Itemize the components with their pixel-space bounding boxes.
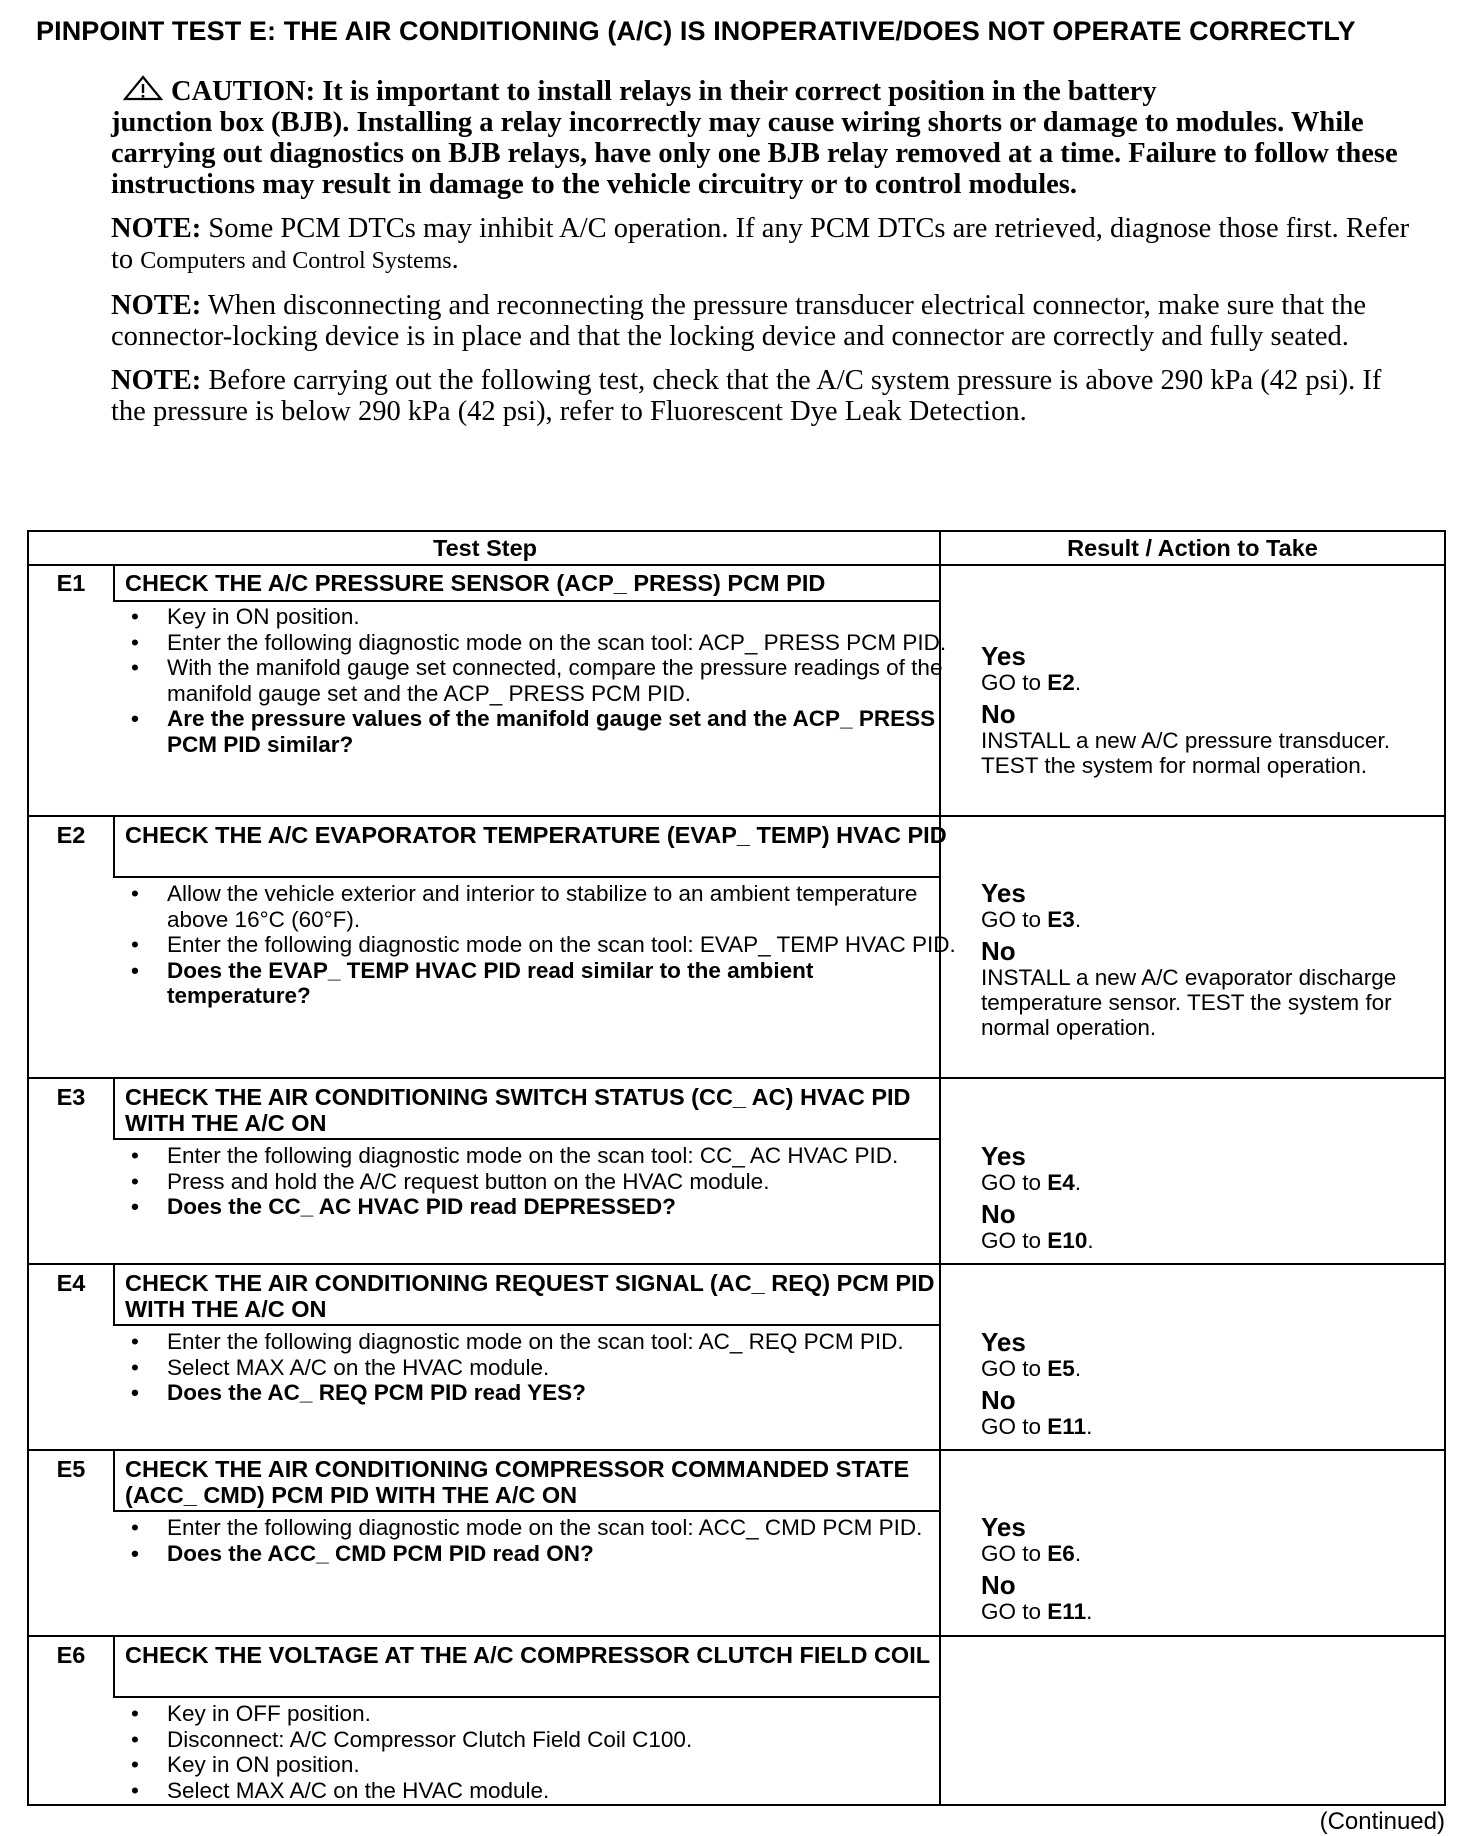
notes-section bbox=[111, 75, 1411, 440]
step-question: • Does the AC_ REQ PCM PID read YES? bbox=[129, 1380, 959, 1406]
title-divider bbox=[113, 1138, 939, 1140]
no-label: No bbox=[981, 1385, 1016, 1415]
step-body-e1 bbox=[129, 604, 959, 757]
id-divider bbox=[113, 1077, 115, 1139]
yes-action: GO to E2. bbox=[981, 670, 1082, 695]
step-id-e5: E5 bbox=[56, 1456, 86, 1482]
goto-link-e4[interactable]: E4 bbox=[1047, 1170, 1075, 1195]
caution-text-line1: It is important to install relays in their correct position in the battery bbox=[322, 76, 1157, 107]
title-divider bbox=[113, 1510, 939, 1512]
yes-action: GO to E3. bbox=[981, 907, 1082, 932]
step-title-e4: CHECK THE AIR CONDITIONING REQUEST SIGNAL (AC_ REQ) PCM PID WITH THE A/C ON bbox=[125, 1270, 935, 1322]
step-title-e3: CHECK THE AIR CONDITIONING SWITCH STATUS (CC_ AC) HVAC PID WITH THE A/C ON bbox=[125, 1084, 911, 1136]
step-item: • Select MAX A/C on the HVAC module. bbox=[129, 1778, 959, 1804]
yes-label: Yes bbox=[981, 641, 1026, 671]
title-divider bbox=[113, 1324, 939, 1326]
no-label: No bbox=[981, 699, 1016, 729]
continued-label: (Continued) bbox=[1319, 1808, 1445, 1835]
title-divider bbox=[113, 876, 939, 878]
step-body-e2 bbox=[129, 881, 959, 1009]
no-action: INSTALL a new A/C evaporator discharge temperature sensor. TEST the system for normal operation. bbox=[981, 965, 1397, 1040]
result-e2 bbox=[981, 879, 1441, 1040]
note-text-end: . bbox=[451, 244, 459, 275]
result-e5 bbox=[981, 1513, 1441, 1624]
yes-action: GO to E5. bbox=[981, 1356, 1082, 1381]
step-id-e3: E3 bbox=[56, 1084, 86, 1110]
step-item: • Key in ON position. bbox=[129, 1752, 959, 1778]
caution-block bbox=[111, 75, 1411, 200]
step-id-e1: E1 bbox=[56, 570, 86, 596]
step-question: • Are the pressure values of the manifold gauge set and the ACP_ PRESS PCM PID similar? bbox=[129, 706, 959, 757]
note-3 bbox=[111, 365, 1411, 427]
row-divider bbox=[29, 815, 1444, 817]
step-body-e5 bbox=[129, 1515, 959, 1566]
note-text: Before carrying out the following test, check that the A/C system pressure is above 290 kPa (42 psi). If the pressure is below 290 kPa (42 psi), refer to Fluorescent Dye Leak Detection. bbox=[111, 365, 1382, 427]
step-id-e6: E6 bbox=[56, 1642, 86, 1668]
yes-label: Yes bbox=[981, 1141, 1026, 1171]
step-title-e1: CHECK THE A/C PRESSURE SENSOR (ACP_ PRESS) PCM PID bbox=[125, 570, 826, 596]
note-label: NOTE: bbox=[111, 365, 202, 396]
step-item: • Key in OFF position. bbox=[129, 1701, 959, 1727]
step-item: • Enter the following diagnostic mode on the scan tool: AC_ REQ PCM PID. bbox=[129, 1329, 959, 1355]
result-e4 bbox=[981, 1328, 1441, 1439]
step-item: • Enter the following diagnostic mode on the scan tool: EVAP_ TEMP HVAC PID. bbox=[129, 932, 959, 958]
no-action: GO to E11. bbox=[981, 1599, 1093, 1624]
row-divider bbox=[29, 1449, 1444, 1451]
goto-link-e2[interactable]: E2 bbox=[1047, 670, 1075, 695]
step-title-e6: CHECK THE VOLTAGE AT THE A/C COMPRESSOR CLUTCH FIELD COIL bbox=[125, 1642, 931, 1668]
row-divider bbox=[29, 1077, 1444, 1079]
step-title-e2: CHECK THE A/C EVAPORATOR TEMPERATURE (EVAP_ TEMP) HVAC PID bbox=[125, 822, 947, 848]
note-text: Some PCM DTCs may inhibit A/C operation. If any PCM DTCs are retrieved, diagnose those first. Refer to bbox=[111, 213, 1410, 275]
step-item: • Press and hold the A/C request button on the HVAC module. bbox=[129, 1169, 959, 1195]
id-divider bbox=[113, 1263, 115, 1325]
step-item: • Enter the following diagnostic mode on the scan tool: ACC_ CMD PCM PID. bbox=[129, 1515, 959, 1541]
step-question: • Does the CC_ AC HVAC PID read DEPRESSED? bbox=[129, 1194, 959, 1220]
id-divider bbox=[113, 565, 115, 602]
step-body-e6 bbox=[129, 1701, 959, 1803]
no-action: GO to E10. bbox=[981, 1228, 1094, 1253]
header-result-action: Result / Action to Take bbox=[941, 532, 1444, 566]
id-divider bbox=[113, 1635, 115, 1697]
yes-label: Yes bbox=[981, 1512, 1026, 1542]
no-action: INSTALL a new A/C pressure transducer. TEST the system for normal operation. bbox=[981, 728, 1390, 778]
title-divider bbox=[113, 600, 939, 602]
result-e3 bbox=[981, 1142, 1441, 1253]
no-label: No bbox=[981, 1199, 1016, 1229]
pinpoint-test-table bbox=[27, 530, 1446, 1806]
goto-link-e5[interactable]: E5 bbox=[1047, 1356, 1075, 1381]
goto-link-e10[interactable]: E10 bbox=[1047, 1228, 1088, 1253]
goto-link-e3[interactable]: E3 bbox=[1047, 907, 1075, 932]
step-item: • Allow the vehicle exterior and interior to stabilize to an ambient temperature above 16°C (60°F). bbox=[129, 881, 959, 932]
note-2 bbox=[111, 290, 1411, 352]
caution-text: junction box (BJB). Installing a relay incorrectly may cause wiring shorts or damage to modules. While carrying out diagnostics on BJB relays, have only one BJB relay removed at a time. Failure to follow these instructions may result in damage to the vehicle circuitry or to control modules. bbox=[111, 107, 1398, 200]
goto-link-e6[interactable]: E6 bbox=[1047, 1541, 1075, 1566]
step-question: • Does the EVAP_ TEMP HVAC PID read similar to the ambient temperature? bbox=[129, 958, 959, 1009]
yes-action: GO to E6. bbox=[981, 1541, 1082, 1566]
title-divider bbox=[113, 1696, 939, 1698]
yes-label: Yes bbox=[981, 1327, 1026, 1357]
yes-label: Yes bbox=[981, 878, 1026, 908]
step-body-e3 bbox=[129, 1143, 959, 1220]
goto-link-e11[interactable]: E11 bbox=[1047, 1414, 1087, 1439]
no-label: No bbox=[981, 1570, 1016, 1600]
step-question: • Does the ACC_ CMD PCM PID read ON? bbox=[129, 1541, 959, 1567]
yes-action: GO to E4. bbox=[981, 1170, 1082, 1195]
step-item: • Select MAX A/C on the HVAC module. bbox=[129, 1355, 959, 1381]
id-divider bbox=[113, 815, 115, 877]
no-action: GO to E11. bbox=[981, 1414, 1093, 1439]
step-item: • Enter the following diagnostic mode on the scan tool: ACP_ PRESS PCM PID. bbox=[129, 630, 959, 656]
result-e1 bbox=[981, 642, 1441, 778]
step-item: • Disconnect: A/C Compressor Clutch Field Coil C100. bbox=[129, 1727, 959, 1753]
no-label: No bbox=[981, 936, 1016, 966]
step-item: • With the manifold gauge set connected, compare the pressure readings of the manifold gauge set and the ACP_ PRESS PCM PID. bbox=[129, 655, 959, 706]
note-text: When disconnecting and reconnecting the pressure transducer electrical connector, make sure that the connector-locking device is in place and that the locking device and connector are correctly and fully seated. bbox=[111, 290, 1367, 352]
step-id-e2: E2 bbox=[56, 822, 86, 848]
row-divider bbox=[29, 1263, 1444, 1265]
id-divider bbox=[113, 1449, 115, 1511]
step-item: • Key in ON position. bbox=[129, 604, 959, 630]
step-item: • Enter the following diagnostic mode on the scan tool: CC_ AC HVAC PID. bbox=[129, 1143, 959, 1169]
caution-label: CAUTION: bbox=[171, 76, 316, 107]
note-label: NOTE: bbox=[111, 213, 202, 244]
step-body-e4 bbox=[129, 1329, 959, 1406]
step-id-e4: E4 bbox=[56, 1270, 86, 1296]
note-1 bbox=[111, 213, 1411, 277]
cross-reference-link[interactable]: Computers and Control Systems bbox=[140, 248, 452, 274]
step-title-e5: CHECK THE AIR CONDITIONING COMPRESSOR COMMANDED STATE (ACC_ CMD) PCM PID WITH THE A/C ON bbox=[125, 1456, 910, 1508]
goto-link-e11[interactable]: E11 bbox=[1047, 1599, 1087, 1624]
page-title: PINPOINT TEST E: THE AIR CONDITIONING (A/C) IS INOPERATIVE/DOES NOT OPERATE CORRECTLY bbox=[36, 16, 1356, 46]
row-divider bbox=[29, 1635, 1444, 1637]
warning-triangle-icon bbox=[123, 75, 163, 101]
note-label: NOTE: bbox=[111, 290, 202, 321]
header-test-step: Test Step bbox=[29, 532, 941, 566]
